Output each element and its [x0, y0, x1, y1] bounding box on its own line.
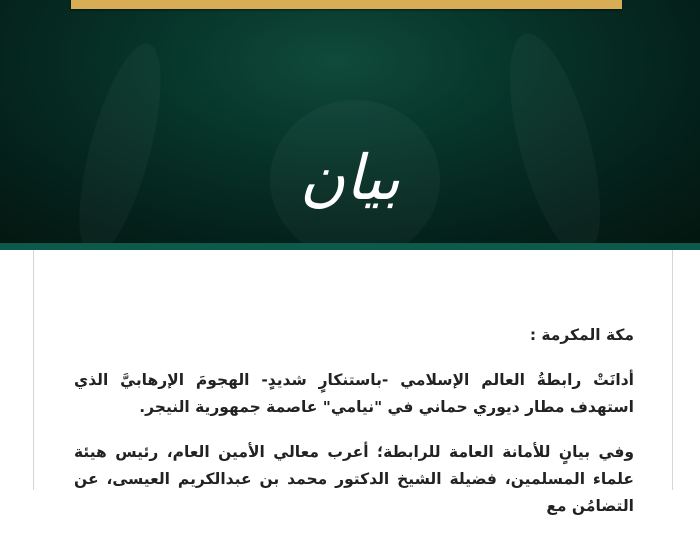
page-title: بيان — [299, 141, 401, 214]
header-divider — [0, 243, 700, 250]
statement-body — [74, 322, 634, 538]
dateline: مكة المكرمة : — [529, 326, 634, 344]
paragraph: وفي بيانٍ للأمانة العامة للرابطة؛ أعرب معالي الأمين العام، رئيس هيئة علماء المسلمين، فضيلة الشيخ الدكتور محمد بن عبدالكريم العيسى، عن التضامُن مع — [74, 443, 634, 515]
header-banner — [0, 0, 700, 243]
gold-bar — [71, 0, 622, 9]
paragraph: أدانَتْ رابطةُ العالم الإسلامي -باستنكارٍ شديدٍ- الهجومَ الإرهابيَّ الذي استهدف مطار ديوري حماني في "نيامي" عاصمة جمهورية النيجر. — [74, 371, 634, 416]
